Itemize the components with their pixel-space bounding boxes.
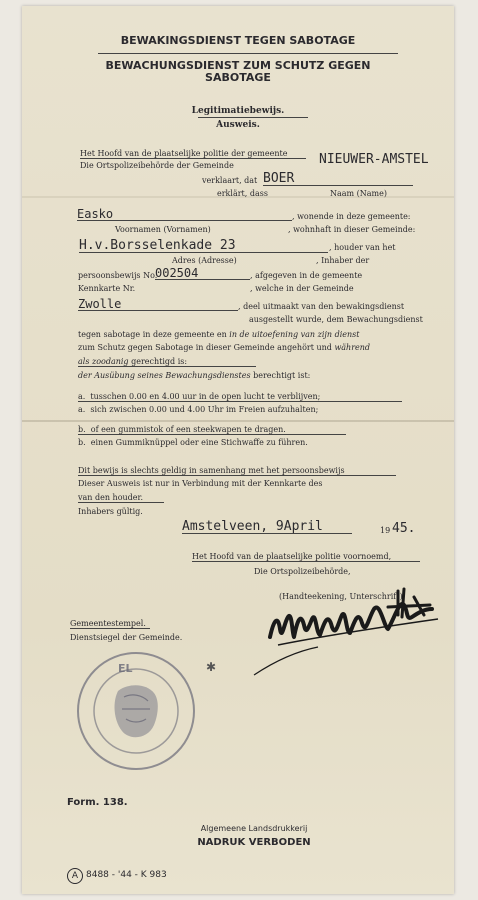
printer-logo-icon: A <box>67 868 83 884</box>
title-de: Ausweis. <box>216 120 260 130</box>
marker-b: b. <box>78 425 86 434</box>
zum-italic: während <box>334 343 371 352</box>
als-italic: als zoodanig <box>78 357 129 366</box>
divider <box>198 117 308 118</box>
item-a-nl-text: tusschen 0.00 en 4.00 uur in de open lucht te verblijven; <box>90 392 321 401</box>
star-mark: ✱ <box>206 660 217 674</box>
naam-label: Naam (Name) <box>330 189 387 198</box>
handteekening-label: (Handteekening, Unterschrift) <box>279 592 403 601</box>
item-a-nl <box>78 393 402 402</box>
persoonsbewijs-nummer: 002504 <box>155 267 250 280</box>
municipal-stamp <box>74 649 198 773</box>
identity-document <box>22 6 454 894</box>
als-text: gerechtigd is: <box>128 357 188 366</box>
item-b-nl-text: of een gummistok of een steekwapen te dragen. <box>90 425 286 434</box>
erklart-label: erklärt, dass <box>217 189 268 198</box>
divider <box>98 53 398 54</box>
ortspolizei-label: Die Ortspolizeibehörde, <box>254 567 351 576</box>
inhaber-label: , Inhaber der <box>316 256 370 265</box>
hoofd-nl: Het Hoofd van de plaatselijke politie der gemeente <box>80 150 306 159</box>
geldig-line-4: Inhabers gültig. <box>78 507 143 516</box>
ausubung-line <box>78 372 310 380</box>
deel-label: , deel uitmaakt van den bewakingsdienst <box>238 302 405 311</box>
header-line-2: BEWACHUNGSDIENST ZUM SCHUTZ GEGEN <box>105 59 371 72</box>
stamp-seal <box>74 649 198 773</box>
kennkarte-label: Kennkarte Nr. <box>78 284 136 293</box>
voornamen-value: Easko <box>77 208 292 221</box>
item-b-nl <box>78 426 346 435</box>
fold-line <box>22 420 454 422</box>
hoofd-voornoemd: Het Hoofd van de plaatselijke politie voornoemd, <box>192 553 420 562</box>
hoofd-de: Die Ortspolizeibehörde der Gemeinde <box>80 161 234 170</box>
print-code: 8488 - '44 - K 983 <box>86 870 167 880</box>
form-number: Form. 138. <box>67 797 128 808</box>
header-line-1: BEWAKINGSDIENST TEGEN SABOTAGE <box>120 34 356 47</box>
tegen-italic: in de uitoefening van zijn dienst <box>229 330 360 339</box>
ausubung-italic: der Ausübung seines Bewachungsdienstes <box>78 371 251 380</box>
stamp-text: EL <box>118 662 133 675</box>
title-nl: Legitimatiebewijs. <box>191 106 285 116</box>
adres-value: H.v.Borsselenkade 23 <box>79 239 328 253</box>
ausubung-text: berechtigt ist: <box>250 371 311 380</box>
zum-line <box>78 344 370 352</box>
item-a-de-text: sich zwischen 0.00 und 4.00 Uhr im Freien aufzuhalten; <box>90 405 319 414</box>
ausgestellt-label: ausgestellt wurde, dem Bewachungsdienst <box>249 315 423 324</box>
wohnhaft-label: , wohnhaft in dieser Gemeinde: <box>288 225 416 234</box>
houder-label: , houder van het <box>329 243 396 252</box>
item-b-de-text: einen Gummiknüppel oder eine Stichwaffe zu führen. <box>90 438 308 447</box>
marker-b: b. <box>78 438 86 447</box>
wonende-label: , wonende in deze gemeente: <box>292 212 411 221</box>
datum-value: Amstelveen, 9April <box>182 520 352 534</box>
tegen-line <box>78 331 359 339</box>
tegen-text: tegen sabotage in deze gemeente en <box>78 330 230 339</box>
nadruk-verboden: NADRUK VERBODEN <box>197 837 311 848</box>
geldig-line-3: van den houder. <box>78 494 164 503</box>
item-b-de <box>78 439 308 447</box>
signature <box>248 579 448 679</box>
persoonsbewijs-label: persoonsbewijs No. <box>78 271 158 280</box>
header-line-3: SABOTAGE <box>205 71 271 84</box>
geldig-line-2: Dieser Ausweis ist nur in Verbindung mit der Kennkarte des <box>78 479 323 488</box>
zum-text: zum Schutz gegen Sabotage in dieser Gemeinde angehört und <box>78 343 335 352</box>
drukkerij: Algemeene Landsdrukkerij <box>200 824 308 833</box>
verklaart-label: verklaart, dat <box>202 176 258 185</box>
marker-a: a. <box>78 405 86 414</box>
welche-label: , welche in der Gemeinde <box>250 284 354 293</box>
marker-a: a. <box>78 392 86 401</box>
item-a-de <box>78 406 318 414</box>
als-line <box>78 358 256 367</box>
gemeente-value: NIEUWER-AMSTEL <box>319 152 429 167</box>
naam-value: BOER <box>263 172 413 186</box>
jaar-prefix: 19 <box>380 526 391 535</box>
adres-label: Adres (Adresse) <box>172 256 237 265</box>
jaar-value: 45. <box>392 521 416 536</box>
afgegeven-label: , afgegeven in de gemeente <box>250 271 363 280</box>
geldig-line-1: Dit bewijs is slechts geldig in samenhang met het persoonsbewijs <box>78 467 396 476</box>
voornamen-label: Voornamen (Vornamen) <box>115 225 211 234</box>
dienstsiegel-label: Dienstsiegel der Gemeinde. <box>70 633 183 642</box>
plaats-value: Zwolle <box>78 298 238 311</box>
gemeentestempel-label: Gemeentestempel. <box>70 620 150 629</box>
